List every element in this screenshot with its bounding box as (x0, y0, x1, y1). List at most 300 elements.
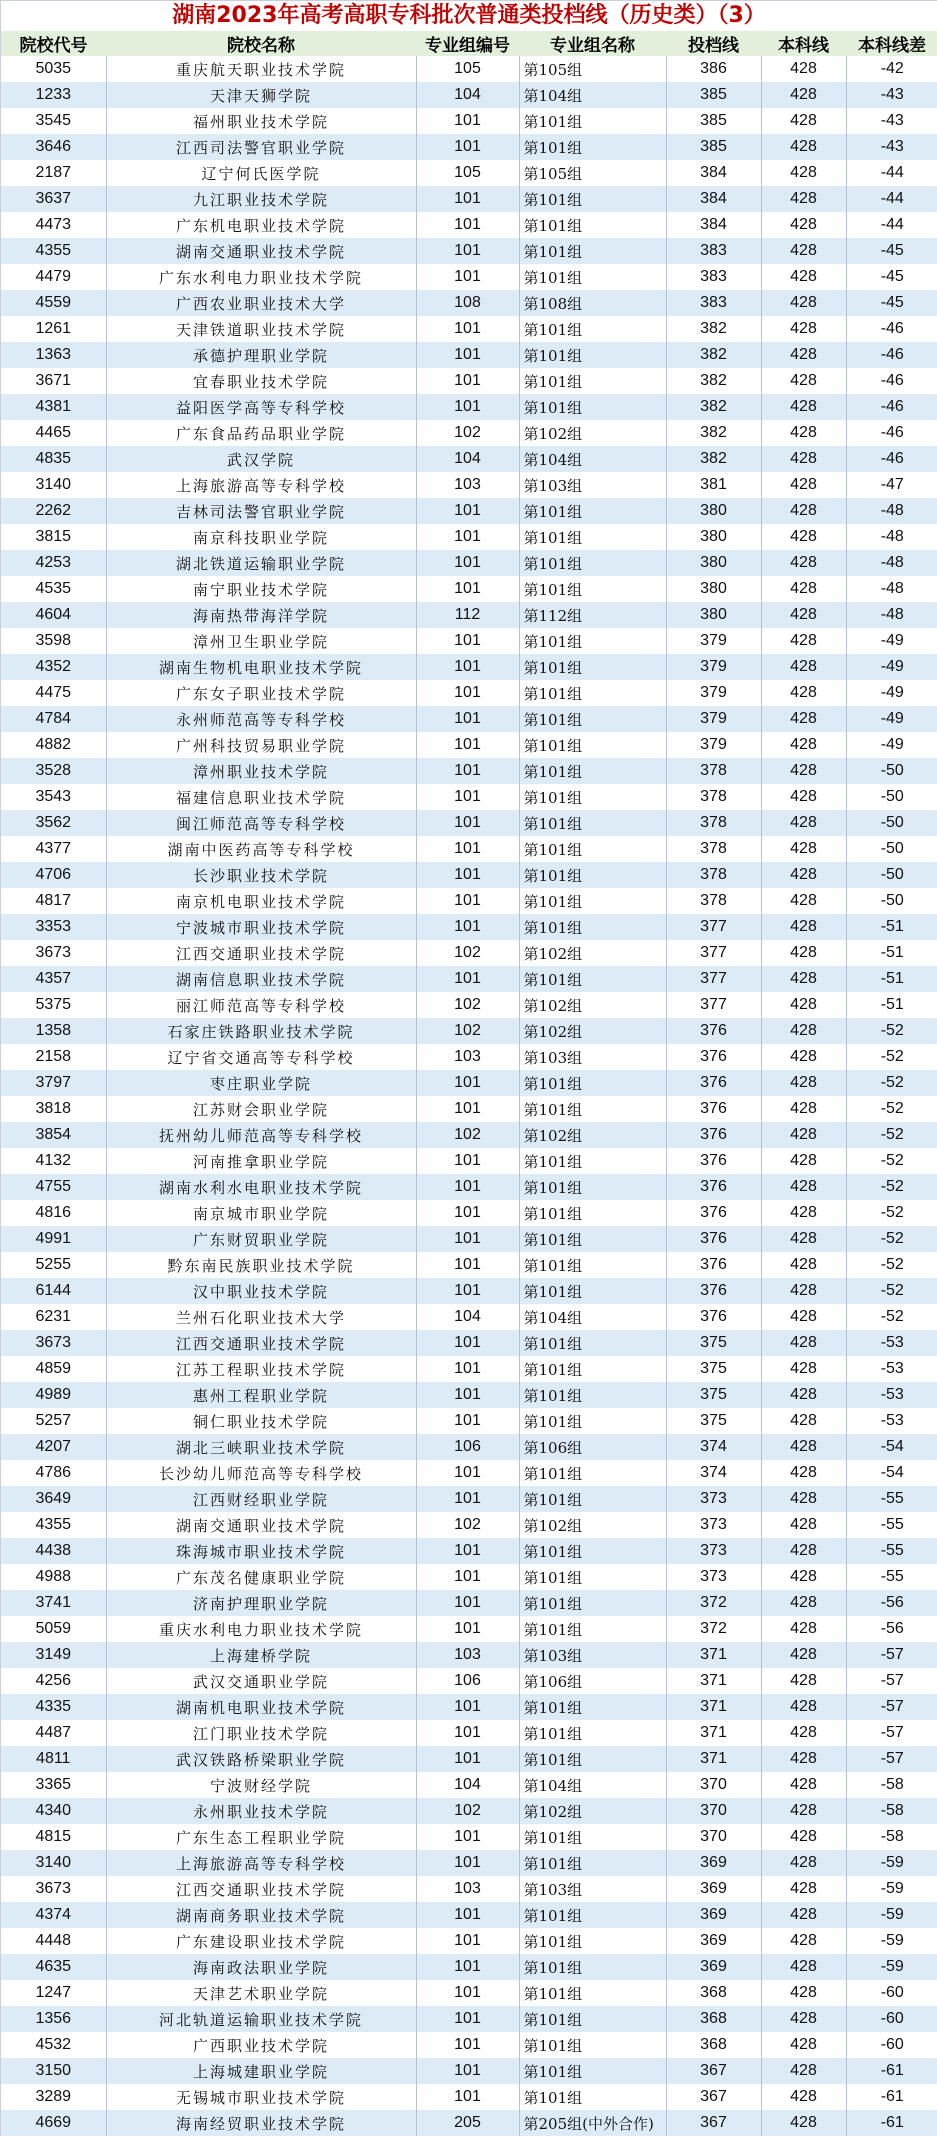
cell-line-difference: -56 (846, 1616, 937, 1642)
cell-cutoff-score: 379 (666, 706, 761, 732)
cell-group-name: 第101组 (519, 836, 666, 862)
cell-bachelor-line: 428 (761, 888, 846, 914)
cell-line-difference: -59 (846, 1850, 937, 1876)
cell-school-code: 3289 (1, 2084, 106, 2110)
cell-cutoff-score: 380 (666, 498, 761, 524)
cell-cutoff-score: 378 (666, 862, 761, 888)
cell-cutoff-score: 370 (666, 1772, 761, 1798)
cell-line-difference: -52 (846, 1070, 937, 1096)
cell-school-code: 3815 (1, 524, 106, 550)
cell-line-difference: -55 (846, 1512, 937, 1538)
cell-school-code: 4991 (1, 1226, 106, 1252)
cell-school-code: 3150 (1, 2058, 106, 2084)
cell-line-difference: -51 (846, 992, 937, 1018)
cell-group-code: 104 (416, 446, 519, 472)
cell-line-difference: -43 (846, 82, 937, 108)
table-row (1, 888, 937, 914)
cell-line-difference: -52 (846, 1252, 937, 1278)
cell-school-code: 4815 (1, 1824, 106, 1850)
cell-bachelor-line: 428 (761, 1928, 846, 1954)
table-row (1, 446, 937, 472)
cell-group-code: 101 (416, 966, 519, 992)
cell-group-name: 第101组 (519, 1226, 666, 1252)
cell-cutoff-score: 377 (666, 966, 761, 992)
cell-line-difference: -61 (846, 2058, 937, 2084)
cell-line-difference: -59 (846, 1954, 937, 1980)
table-row (1, 1720, 937, 1746)
cell-group-name: 第101组 (519, 2058, 666, 2084)
cell-group-code: 101 (416, 1330, 519, 1356)
cell-group-code: 101 (416, 888, 519, 914)
cell-cutoff-score: 376 (666, 1018, 761, 1044)
table-row (1, 628, 937, 654)
cell-group-name: 第101组 (519, 628, 666, 654)
cell-school-name: 丽江师范高等专科学校 (106, 992, 416, 1018)
table-row (1, 706, 937, 732)
cell-cutoff-score: 380 (666, 524, 761, 550)
cell-group-code: 101 (416, 1226, 519, 1252)
cell-group-name: 第101组 (519, 810, 666, 836)
cell-bachelor-line: 428 (761, 1564, 846, 1590)
cell-bachelor-line: 428 (761, 940, 846, 966)
cell-group-name: 第106组 (519, 1434, 666, 1460)
cell-bachelor-line: 428 (761, 1538, 846, 1564)
cell-cutoff-score: 369 (666, 1876, 761, 1902)
cell-group-name: 第101组 (519, 1954, 666, 1980)
cell-bachelor-line: 428 (761, 1252, 846, 1278)
table-row (1, 1330, 937, 1356)
cell-school-code: 1358 (1, 1018, 106, 1044)
table-row (1, 862, 937, 888)
cell-school-name: 上海城建职业学院 (106, 2058, 416, 2084)
cell-group-code: 112 (416, 602, 519, 628)
table-row (1, 160, 937, 186)
cell-line-difference: -55 (846, 1486, 937, 1512)
table-row (1, 2084, 937, 2110)
cell-school-name: 宜春职业技术学院 (106, 368, 416, 394)
cell-line-difference: -52 (846, 1174, 937, 1200)
cell-group-code: 101 (416, 1252, 519, 1278)
cell-line-difference: -46 (846, 394, 937, 420)
cell-group-code: 101 (416, 1746, 519, 1772)
cell-cutoff-score: 375 (666, 1382, 761, 1408)
cell-school-name: 宁波城市职业技术学院 (106, 914, 416, 940)
cell-school-code: 4487 (1, 1720, 106, 1746)
cell-bachelor-line: 428 (761, 1772, 846, 1798)
cell-cutoff-score: 370 (666, 1798, 761, 1824)
cell-cutoff-score: 376 (666, 1304, 761, 1330)
cell-school-code: 4132 (1, 1148, 106, 1174)
table-row (1, 2110, 937, 2136)
cell-bachelor-line: 428 (761, 1122, 846, 1148)
cell-cutoff-score: 384 (666, 212, 761, 238)
cell-school-code: 3854 (1, 1122, 106, 1148)
cell-cutoff-score: 380 (666, 576, 761, 602)
cell-group-name: 第102组 (519, 940, 666, 966)
cell-group-name: 第101组 (519, 914, 666, 940)
table-row (1, 1278, 937, 1304)
cell-line-difference: -58 (846, 1824, 937, 1850)
table-row (1, 82, 937, 108)
cell-group-code: 101 (416, 1486, 519, 1512)
table-row (1, 134, 937, 160)
cell-school-name: 承德护理职业学院 (106, 342, 416, 368)
cell-group-code: 101 (416, 732, 519, 758)
cell-group-name: 第103组 (519, 1642, 666, 1668)
cell-school-name: 海南热带海洋学院 (106, 602, 416, 628)
table-row (1, 1746, 937, 1772)
cell-cutoff-score: 371 (666, 1668, 761, 1694)
table-row (1, 1538, 937, 1564)
cell-group-code: 101 (416, 550, 519, 576)
cell-line-difference: -55 (846, 1538, 937, 1564)
cell-school-name: 湖南信息职业技术学院 (106, 966, 416, 992)
cell-school-name: 湖南交通职业技术学院 (106, 238, 416, 264)
cell-bachelor-line: 428 (761, 290, 846, 316)
cell-line-difference: -59 (846, 1928, 937, 1954)
table-row (1, 732, 937, 758)
cell-school-name: 江西交通职业技术学院 (106, 1876, 416, 1902)
table-row (1, 524, 937, 550)
cell-cutoff-score: 381 (666, 472, 761, 498)
cell-group-code: 101 (416, 1720, 519, 1746)
cell-school-code: 5035 (1, 56, 106, 82)
cell-cutoff-score: 369 (666, 1902, 761, 1928)
cell-school-code: 1356 (1, 2006, 106, 2032)
cell-bachelor-line: 428 (761, 160, 846, 186)
cell-school-name: 抚州幼儿师范高等专科学校 (106, 1122, 416, 1148)
cell-group-name: 第101组 (519, 2006, 666, 2032)
cell-school-code: 3545 (1, 108, 106, 134)
cell-school-name: 黔东南民族职业技术学院 (106, 1252, 416, 1278)
table-row (1, 1356, 937, 1382)
cell-school-name: 广东女子职业技术学院 (106, 680, 416, 706)
cell-group-name: 第102组 (519, 1122, 666, 1148)
cell-group-name: 第102组 (519, 1798, 666, 1824)
table-row (1, 1018, 937, 1044)
table-row (1, 1174, 937, 1200)
header-school-name: 院校名称 (106, 31, 416, 56)
cell-school-code: 4755 (1, 1174, 106, 1200)
cell-bachelor-line: 428 (761, 1850, 846, 1876)
table-row (1, 420, 937, 446)
cell-line-difference: -44 (846, 186, 937, 212)
cell-group-name: 第101组 (519, 212, 666, 238)
cell-school-code: 4988 (1, 1564, 106, 1590)
table-row (1, 1434, 937, 1460)
table-row (1, 992, 937, 1018)
cell-bachelor-line: 428 (761, 1330, 846, 1356)
cell-school-code: 5059 (1, 1616, 106, 1642)
cell-group-name: 第101组 (519, 1928, 666, 1954)
cell-school-code: 4786 (1, 1460, 106, 1486)
cell-bachelor-line: 428 (761, 524, 846, 550)
cell-group-code: 101 (416, 1070, 519, 1096)
cell-cutoff-score: 378 (666, 836, 761, 862)
cell-line-difference: -48 (846, 524, 937, 550)
cell-line-difference: -50 (846, 810, 937, 836)
cell-group-code: 101 (416, 186, 519, 212)
cell-group-code: 101 (416, 1096, 519, 1122)
cell-group-name: 第101组 (519, 1720, 666, 1746)
table-row (1, 394, 937, 420)
cell-group-name: 第101组 (519, 1616, 666, 1642)
table-row (1, 966, 937, 992)
cell-group-code: 101 (416, 524, 519, 550)
cell-bachelor-line: 428 (761, 992, 846, 1018)
cell-school-code: 1261 (1, 316, 106, 342)
cell-school-name: 惠州工程职业学院 (106, 1382, 416, 1408)
cell-group-code: 101 (416, 836, 519, 862)
cell-school-code: 4340 (1, 1798, 106, 1824)
table-row (1, 654, 937, 680)
cell-school-name: 海南经贸职业技术学院 (106, 2110, 416, 2136)
table-row (1, 602, 937, 628)
cell-group-code: 101 (416, 134, 519, 160)
cell-group-code: 101 (416, 2058, 519, 2084)
table-row (1, 680, 937, 706)
cell-bachelor-line: 428 (761, 1408, 846, 1434)
cell-bachelor-line: 428 (761, 1200, 846, 1226)
table-row (1, 316, 937, 342)
cell-cutoff-score: 376 (666, 1096, 761, 1122)
table-header (1, 31, 937, 56)
cell-cutoff-score: 385 (666, 134, 761, 160)
cell-school-code: 2158 (1, 1044, 106, 1070)
cell-school-code: 1247 (1, 1980, 106, 2006)
cell-school-name: 南京科技职业学院 (106, 524, 416, 550)
cell-school-name: 辽宁何氏医学院 (106, 160, 416, 186)
cell-cutoff-score: 368 (666, 2032, 761, 2058)
cell-cutoff-score: 367 (666, 2058, 761, 2084)
table-row (1, 1304, 937, 1330)
cell-group-name: 第101组 (519, 680, 666, 706)
cell-group-code: 103 (416, 1044, 519, 1070)
cell-bachelor-line: 428 (761, 56, 846, 82)
cell-school-code: 4377 (1, 836, 106, 862)
cell-school-name: 广东建设职业技术学院 (106, 1928, 416, 1954)
cell-school-code: 3140 (1, 1850, 106, 1876)
cell-bachelor-line: 428 (761, 2084, 846, 2110)
cell-bachelor-line: 428 (761, 758, 846, 784)
cell-school-code: 5255 (1, 1252, 106, 1278)
cell-bachelor-line: 428 (761, 1486, 846, 1512)
cell-bachelor-line: 428 (761, 628, 846, 654)
cell-cutoff-score: 372 (666, 1616, 761, 1642)
cell-school-name: 广西职业技术学院 (106, 2032, 416, 2058)
cell-line-difference: -54 (846, 1460, 937, 1486)
cell-school-name: 永州职业技术学院 (106, 1798, 416, 1824)
cell-group-code: 101 (416, 316, 519, 342)
cell-school-name: 江西交通职业技术学院 (106, 1330, 416, 1356)
cell-line-difference: -53 (846, 1408, 937, 1434)
cell-group-name: 第102组 (519, 420, 666, 446)
cell-group-name: 第101组 (519, 784, 666, 810)
header-group-code: 专业组编号 (416, 31, 519, 56)
cell-group-name: 第101组 (519, 1590, 666, 1616)
cell-cutoff-score: 382 (666, 368, 761, 394)
cell-bachelor-line: 428 (761, 680, 846, 706)
cell-group-code: 102 (416, 420, 519, 446)
cell-line-difference: -52 (846, 1226, 937, 1252)
cell-bachelor-line: 428 (761, 1876, 846, 1902)
header-bachelor-line: 本科线 (761, 31, 846, 56)
cell-group-code: 101 (416, 1538, 519, 1564)
cell-bachelor-line: 428 (761, 1018, 846, 1044)
cell-bachelor-line: 428 (761, 1304, 846, 1330)
cell-group-name: 第101组 (519, 1278, 666, 1304)
cell-school-code: 4479 (1, 264, 106, 290)
cell-group-code: 102 (416, 1018, 519, 1044)
cell-line-difference: -60 (846, 1980, 937, 2006)
cell-cutoff-score: 376 (666, 1070, 761, 1096)
cell-school-code: 1233 (1, 82, 106, 108)
cell-group-name: 第103组 (519, 1044, 666, 1070)
cell-cutoff-score: 375 (666, 1330, 761, 1356)
cell-school-name: 江门职业技术学院 (106, 1720, 416, 1746)
cell-line-difference: -46 (846, 420, 937, 446)
cell-line-difference: -43 (846, 134, 937, 160)
cell-group-name: 第104组 (519, 82, 666, 108)
cell-group-name: 第101组 (519, 2032, 666, 2058)
cell-school-code: 3741 (1, 1590, 106, 1616)
cell-school-name: 石家庄铁路职业技术学院 (106, 1018, 416, 1044)
cell-bachelor-line: 428 (761, 1590, 846, 1616)
cell-school-code: 4352 (1, 654, 106, 680)
cell-cutoff-score: 378 (666, 784, 761, 810)
cell-school-name: 湖南商务职业技术学院 (106, 1902, 416, 1928)
cell-school-code: 4357 (1, 966, 106, 992)
cell-line-difference: -50 (846, 836, 937, 862)
cell-school-code: 4817 (1, 888, 106, 914)
cell-line-difference: -49 (846, 732, 937, 758)
cell-cutoff-score: 383 (666, 238, 761, 264)
cell-line-difference: -58 (846, 1772, 937, 1798)
cell-school-name: 上海旅游高等专科学校 (106, 472, 416, 498)
cell-school-name: 枣庄职业学院 (106, 1070, 416, 1096)
cell-school-name: 闽江师范高等专科学校 (106, 810, 416, 836)
table-row (1, 2058, 937, 2084)
cell-line-difference: -46 (846, 368, 937, 394)
cell-bachelor-line: 428 (761, 394, 846, 420)
cell-school-code: 3646 (1, 134, 106, 160)
cell-school-code: 3673 (1, 1876, 106, 1902)
cell-cutoff-score: 382 (666, 420, 761, 446)
cell-line-difference: -50 (846, 784, 937, 810)
table-row (1, 1070, 937, 1096)
table-row (1, 264, 937, 290)
cell-school-code: 3528 (1, 758, 106, 784)
cell-group-code: 101 (416, 1564, 519, 1590)
table-row (1, 212, 937, 238)
cell-school-code: 4473 (1, 212, 106, 238)
cell-school-code: 4475 (1, 680, 106, 706)
cell-line-difference: -59 (846, 1876, 937, 1902)
cell-school-name: 吉林司法警官职业学院 (106, 498, 416, 524)
cell-cutoff-score: 372 (666, 1590, 761, 1616)
cell-line-difference: -55 (846, 1564, 937, 1590)
cell-school-code: 4532 (1, 2032, 106, 2058)
cell-group-name: 第205组(中外合作) (519, 2110, 666, 2136)
cell-group-name: 第104组 (519, 1772, 666, 1798)
cell-cutoff-score: 369 (666, 1850, 761, 1876)
cell-line-difference: -49 (846, 654, 937, 680)
table-row (1, 1616, 937, 1642)
cell-group-code: 101 (416, 1356, 519, 1382)
cell-school-code: 2262 (1, 498, 106, 524)
cell-group-code: 101 (416, 758, 519, 784)
cell-school-code: 4882 (1, 732, 106, 758)
cell-school-code: 4535 (1, 576, 106, 602)
cell-school-name: 辽宁省交通高等专科学校 (106, 1044, 416, 1070)
cell-bachelor-line: 428 (761, 2058, 846, 2084)
cell-cutoff-score: 379 (666, 680, 761, 706)
cell-line-difference: -48 (846, 498, 937, 524)
table-row (1, 940, 937, 966)
cell-group-name: 第101组 (519, 1096, 666, 1122)
cell-school-name: 湖南机电职业技术学院 (106, 1694, 416, 1720)
cell-bachelor-line: 428 (761, 862, 846, 888)
cell-school-code: 4784 (1, 706, 106, 732)
cell-line-difference: -53 (846, 1382, 937, 1408)
cell-line-difference: -48 (846, 602, 937, 628)
cell-group-name: 第101组 (519, 706, 666, 732)
cell-cutoff-score: 383 (666, 264, 761, 290)
cell-cutoff-score: 382 (666, 394, 761, 420)
cell-bachelor-line: 428 (761, 1902, 846, 1928)
cell-school-name: 江苏财会职业学院 (106, 1096, 416, 1122)
table-row (1, 1148, 937, 1174)
cell-group-name: 第108组 (519, 290, 666, 316)
cell-line-difference: -61 (846, 2110, 937, 2136)
cell-line-difference: -58 (846, 1798, 937, 1824)
cell-bachelor-line: 428 (761, 966, 846, 992)
cell-school-code: 4706 (1, 862, 106, 888)
cell-cutoff-score: 385 (666, 108, 761, 134)
cell-cutoff-score: 382 (666, 316, 761, 342)
cell-cutoff-score: 376 (666, 1148, 761, 1174)
cell-cutoff-score: 367 (666, 2084, 761, 2110)
cell-group-name: 第101组 (519, 1330, 666, 1356)
cell-line-difference: -61 (846, 2084, 937, 2110)
cell-line-difference: -57 (846, 1642, 937, 1668)
cell-line-difference: -53 (846, 1356, 937, 1382)
cell-cutoff-score: 367 (666, 2110, 761, 2136)
cell-school-code: 3637 (1, 186, 106, 212)
cell-group-name: 第101组 (519, 264, 666, 290)
cell-school-name: 湖北三峡职业技术学院 (106, 1434, 416, 1460)
table-row (1, 784, 937, 810)
cell-line-difference: -45 (846, 290, 937, 316)
cell-group-code: 101 (416, 1928, 519, 1954)
table-row (1, 1486, 937, 1512)
cell-line-difference: -57 (846, 1720, 937, 1746)
cell-group-name: 第101组 (519, 108, 666, 134)
cell-group-code: 101 (416, 654, 519, 680)
cell-line-difference: -52 (846, 1304, 937, 1330)
cell-group-name: 第101组 (519, 1070, 666, 1096)
cell-cutoff-score: 376 (666, 1044, 761, 1070)
cell-bachelor-line: 428 (761, 1746, 846, 1772)
cell-school-name: 长沙职业技术学院 (106, 862, 416, 888)
cell-group-name: 第101组 (519, 1200, 666, 1226)
cell-group-name: 第101组 (519, 186, 666, 212)
cell-cutoff-score: 373 (666, 1512, 761, 1538)
cell-cutoff-score: 371 (666, 1720, 761, 1746)
cell-bachelor-line: 428 (761, 108, 846, 134)
sheet-title: 湖南2023年高考高职专科批次普通类投档线（历史类）（3） (1, 1, 937, 31)
table-row (1, 56, 937, 82)
